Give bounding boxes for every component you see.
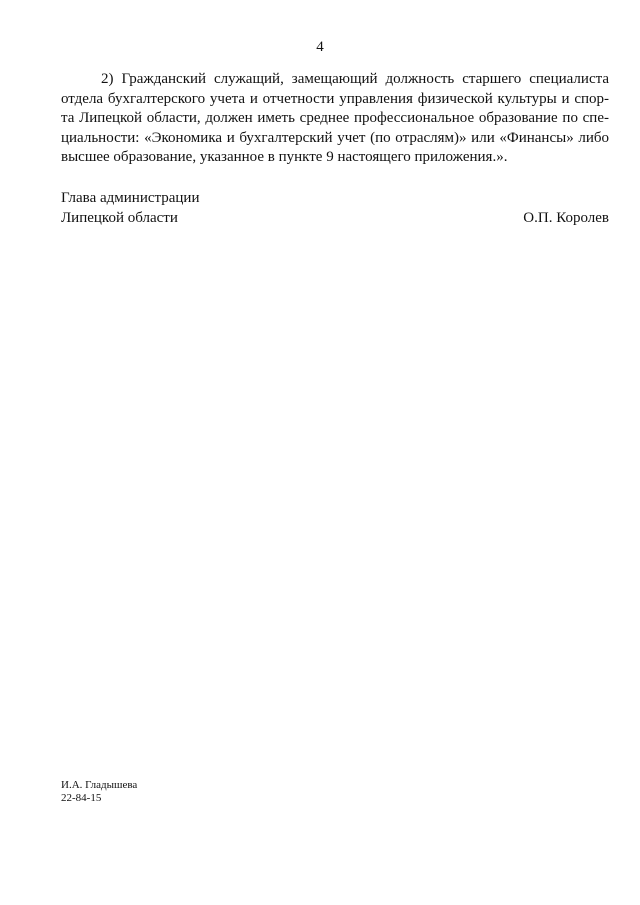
paragraph-line: 2) Гражданский служащий, замещающий должность старшего специалиста: [101, 71, 609, 87]
paragraph-line: циальности: «Экономика и бухгалтерский учет (по отраслям)» или «Финансы» либо: [61, 129, 609, 146]
executor-phone: 22-84-15: [61, 792, 102, 804]
page-number: 4: [316, 39, 324, 55]
signatory-title-line2: Липецкой области: [61, 209, 178, 226]
executor-info: [61, 779, 137, 805]
signatory-title-line1: Глава администрации: [61, 190, 200, 206]
paragraph-line: отдела бухгалтерского учета и отчетности управления физической культуры и спор-: [61, 90, 609, 107]
paragraph-line: высшее образование, указанное в пункте 9 настоящего приложения.».: [61, 149, 508, 165]
paragraph-line: та Липецкой области, должен иметь среднее профессиональное образование по спе-: [61, 110, 609, 126]
signature-row: [61, 209, 609, 229]
executor-name: И.А. Гладышева: [61, 779, 138, 791]
signature-block: [61, 189, 609, 228]
signatory-name: О.П. Королев: [523, 209, 609, 226]
paragraph-item-2: [61, 70, 609, 168]
